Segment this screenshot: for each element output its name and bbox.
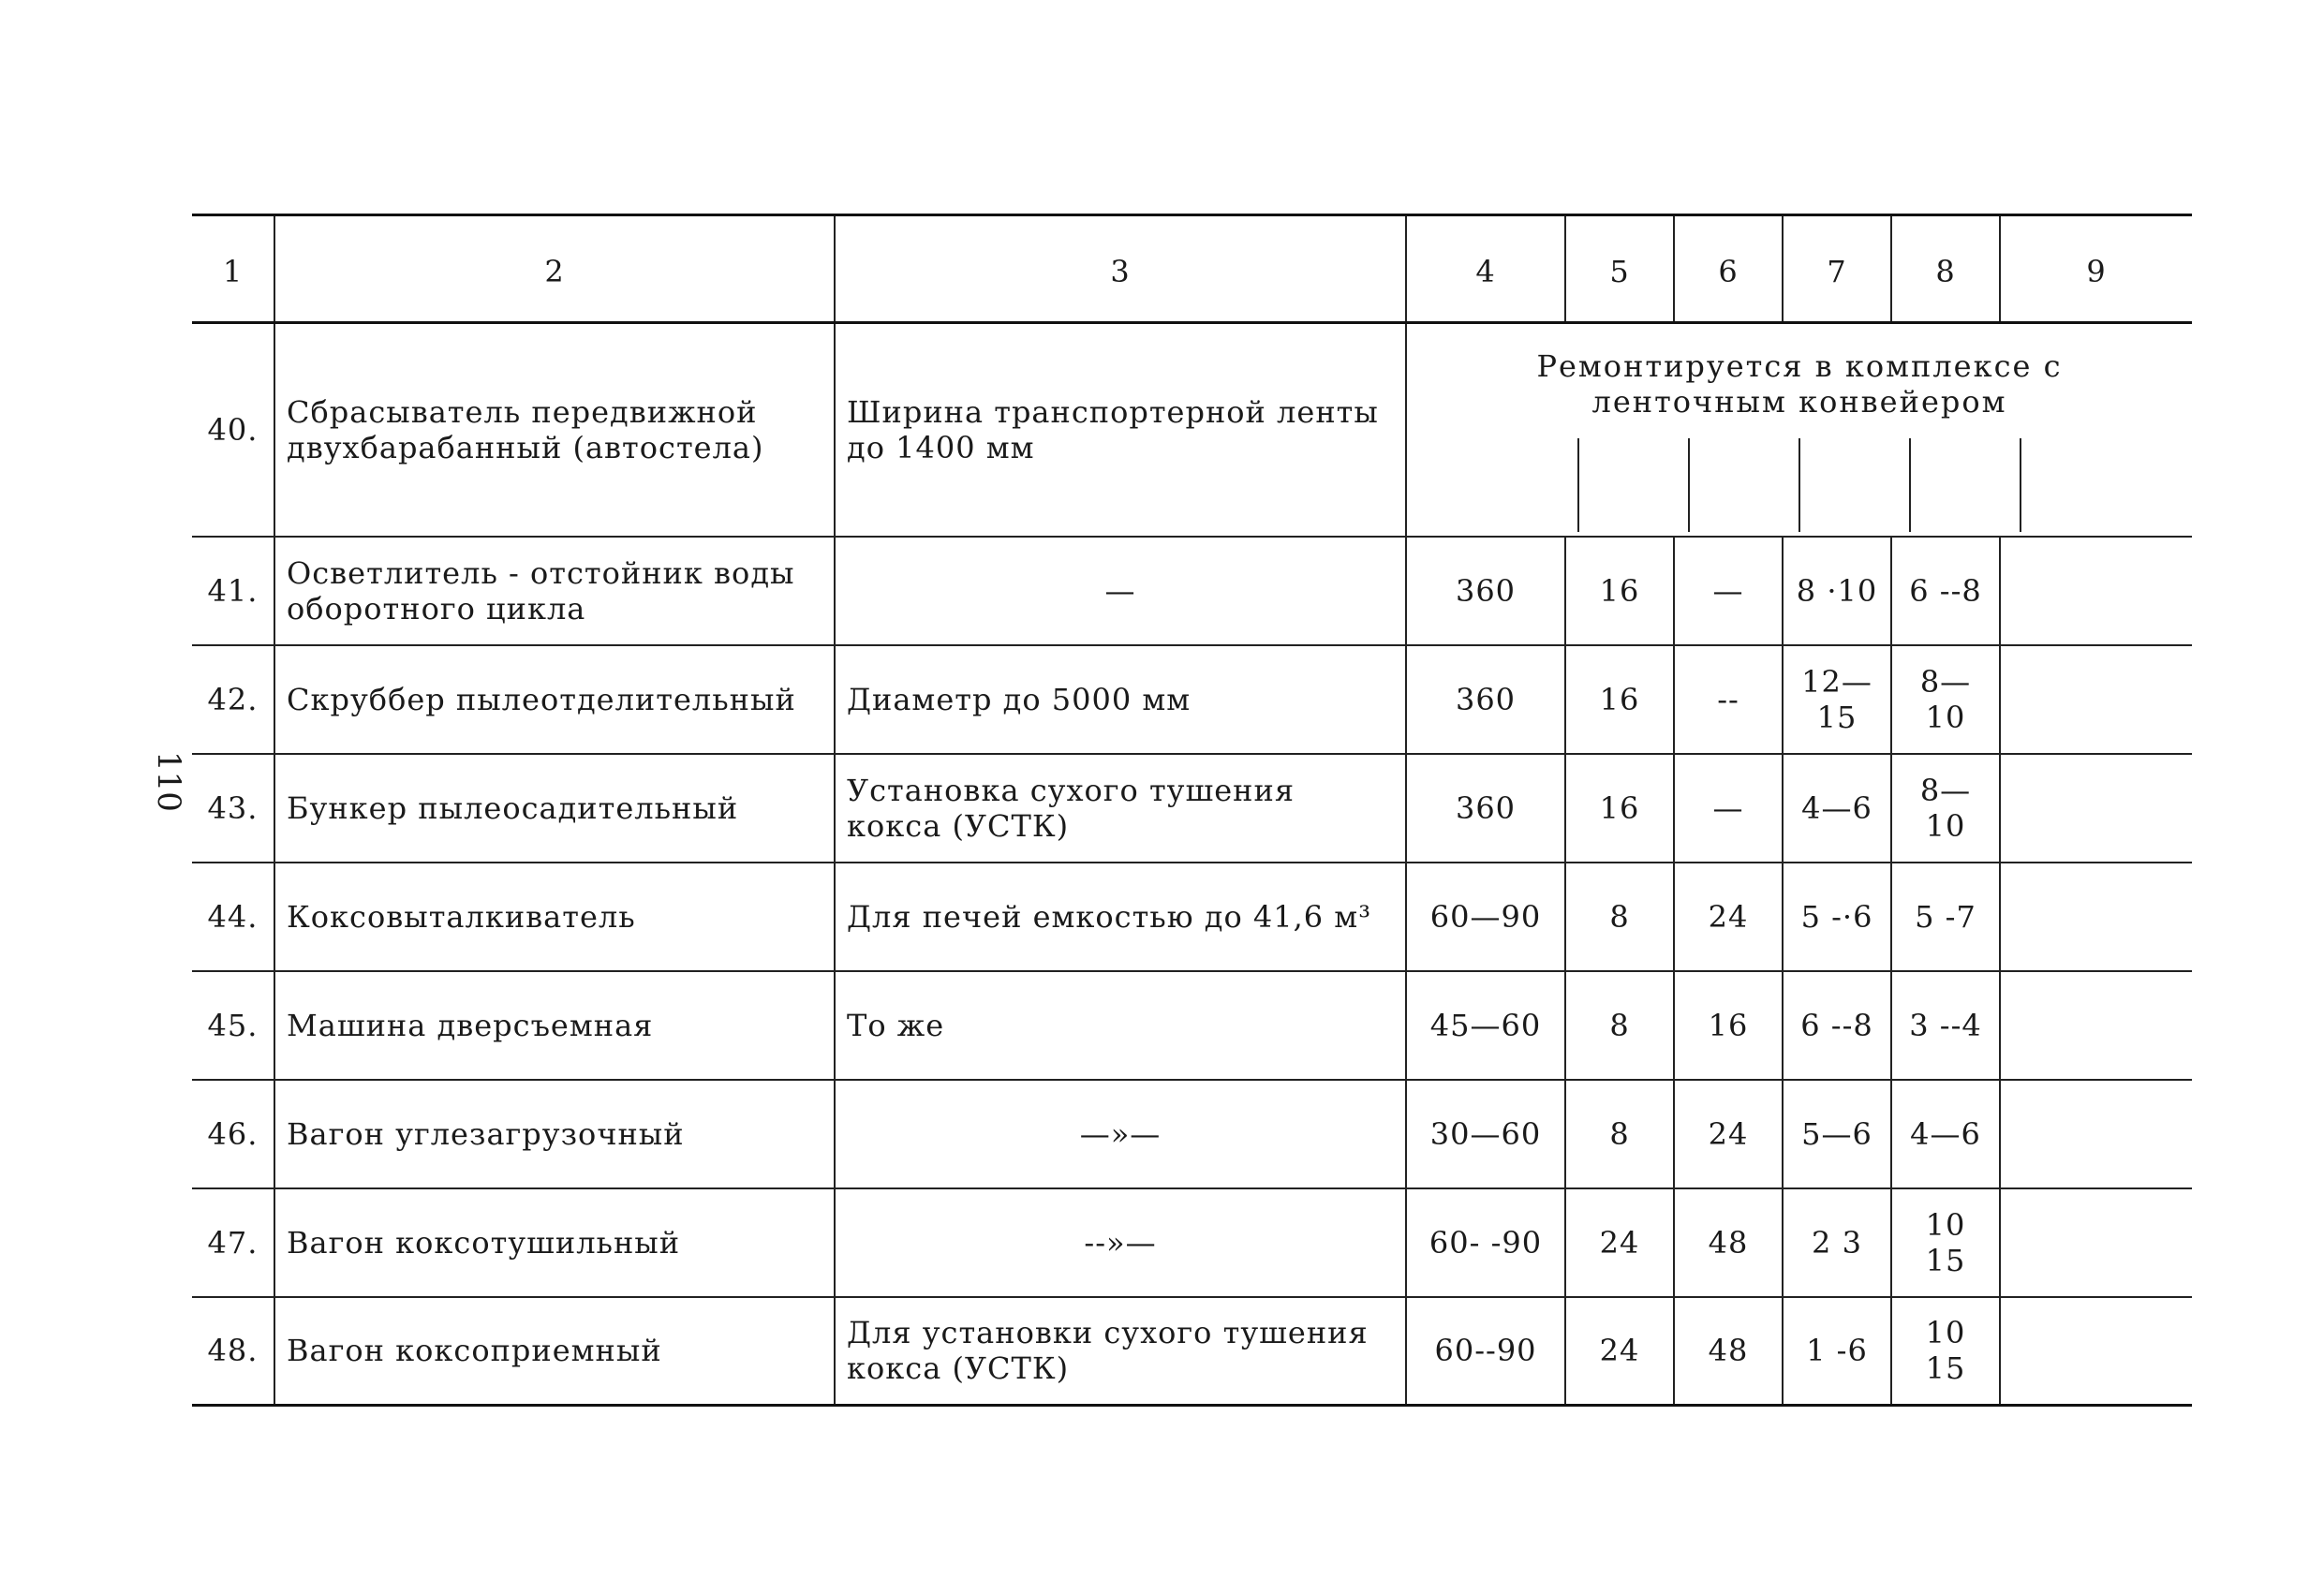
cell-col9 — [2000, 1188, 2192, 1297]
equipment-name: Вагон коксоприемный — [274, 1297, 835, 1406]
cell-col8: 6 --8 — [1891, 537, 2000, 645]
table-row — [192, 863, 2192, 971]
equipment-characteristic: Для установки сухого тушения кокса (УСТК) — [835, 1297, 1406, 1406]
equipment-name: Сбрасыватель передвижной двухбарабанный (автостела) — [274, 323, 835, 537]
cell-col5: 16 — [1565, 754, 1674, 863]
row-number: 46. — [192, 1080, 274, 1188]
row-number: 41. — [192, 537, 274, 645]
column-stubs — [1418, 438, 2181, 532]
cell-col7: 1 -6 — [1783, 1297, 1891, 1406]
cell-col9 — [2000, 645, 2192, 754]
cell-col6: -- — [1674, 645, 1783, 754]
cell-col6: 24 — [1674, 863, 1783, 971]
column-header: 7 — [1783, 215, 1891, 323]
header-row — [192, 215, 2192, 323]
table-row — [192, 323, 2192, 537]
cell-col8: 5 -7 — [1891, 863, 2000, 971]
table-row — [192, 971, 2192, 1080]
cell-col9 — [2000, 1297, 2192, 1406]
cell-col4: 45—60 — [1406, 971, 1565, 1080]
equipment-name: Скруббер пылеотделительный — [274, 645, 835, 754]
cell-col4: 360 — [1406, 754, 1565, 863]
column-header: 3 — [835, 215, 1406, 323]
row-number: 44. — [192, 863, 274, 971]
cell-col5: 8 — [1565, 863, 1674, 971]
page-number: 110 — [150, 751, 187, 812]
row-number: 40. — [192, 323, 274, 537]
equipment-name: Коксовыталкиватель — [274, 863, 835, 971]
cell-col8: 3 --4 — [1891, 971, 2000, 1080]
cell-col9 — [2000, 1080, 2192, 1188]
equipment-characteristic: Ширина транспортерной ленты до 1400 мм — [835, 323, 1406, 537]
cell-col6: 48 — [1674, 1297, 1783, 1406]
equipment-characteristic: —»— — [835, 1080, 1406, 1188]
equipment-name: Осветлитель - отстойник воды оборотного цикла — [274, 537, 835, 645]
repair-note: Ремонтируется в комплексе с ленточным конвейером — [1536, 347, 2063, 420]
column-header: 8 — [1891, 215, 2000, 323]
equipment-characteristic: Диаметр до 5000 мм — [835, 645, 1406, 754]
cell-col5: 8 — [1565, 1080, 1674, 1188]
cell-col4: 360 — [1406, 537, 1565, 645]
cell-col8: 8—10 — [1891, 754, 2000, 863]
cell-col8: 4—6 — [1891, 1080, 2000, 1188]
cell-col7: 4—6 — [1783, 754, 1891, 863]
equipment-name: Вагон углезагрузочный — [274, 1080, 835, 1188]
cell-col6: — — [1674, 537, 1783, 645]
cell-col6: — — [1674, 754, 1783, 863]
equipment-characteristic: --»— — [835, 1188, 1406, 1297]
cell-col8: 10 15 — [1891, 1297, 2000, 1406]
cell-col4: 60- -90 — [1406, 1188, 1565, 1297]
table-row — [192, 754, 2192, 863]
cell-col5: 16 — [1565, 537, 1674, 645]
cell-col5: 16 — [1565, 645, 1674, 754]
row-number: 48. — [192, 1297, 274, 1406]
cell-col9 — [2000, 754, 2192, 863]
cell-col4: 60—90 — [1406, 863, 1565, 971]
cell-col7: 6 --8 — [1783, 971, 1891, 1080]
table-row — [192, 1188, 2192, 1297]
cell-col4: 30—60 — [1406, 1080, 1565, 1188]
equipment-characteristic: Установка сухого тушения кокса (УСТК) — [835, 754, 1406, 863]
column-header: 2 — [274, 215, 835, 323]
cell-col5: 8 — [1565, 971, 1674, 1080]
row-number: 42. — [192, 645, 274, 754]
cell-col4: 360 — [1406, 645, 1565, 754]
cell-col4: 60--90 — [1406, 1297, 1565, 1406]
equipment-name: Бункер пылеосадительный — [274, 754, 835, 863]
equipment-characteristic: То же — [835, 971, 1406, 1080]
cell-col5: 24 — [1565, 1297, 1674, 1406]
cell-col8: 8—10 — [1891, 645, 2000, 754]
equipment-name: Вагон коксотушильный — [274, 1188, 835, 1297]
cell-col8: 10 15 — [1891, 1188, 2000, 1297]
equipment-characteristic: Для печей емкостью до 41,6 м³ — [835, 863, 1406, 971]
cell-col6: 16 — [1674, 971, 1783, 1080]
column-header: 9 — [2000, 215, 2192, 323]
column-header: 1 — [192, 215, 274, 323]
cell-col9 — [2000, 971, 2192, 1080]
row-number: 47. — [192, 1188, 274, 1297]
cell-col9 — [2000, 537, 2192, 645]
cell-col7: 12—15 — [1783, 645, 1891, 754]
column-header: 4 — [1406, 215, 1565, 323]
cell-col5: 24 — [1565, 1188, 1674, 1297]
equipment-characteristic: — — [835, 537, 1406, 645]
row-number: 43. — [192, 754, 274, 863]
cell-col7: 2 3 — [1783, 1188, 1891, 1297]
cell-col7: 5 -·6 — [1783, 863, 1891, 971]
table-row — [192, 1080, 2192, 1188]
cell-col6: 24 — [1674, 1080, 1783, 1188]
repair-note-cell — [1406, 323, 2192, 537]
equipment-name: Машина дверсъемная — [274, 971, 835, 1080]
cell-col9 — [2000, 863, 2192, 971]
cell-col7: 5—6 — [1783, 1080, 1891, 1188]
column-header: 5 — [1565, 215, 1674, 323]
repair-specification-table — [192, 214, 2192, 1407]
table-row — [192, 645, 2192, 754]
cell-col7: 8 ·10 — [1783, 537, 1891, 645]
cell-col6: 48 — [1674, 1188, 1783, 1297]
table-row — [192, 537, 2192, 645]
table-row — [192, 1297, 2192, 1406]
row-number: 45. — [192, 971, 274, 1080]
column-header: 6 — [1674, 215, 1783, 323]
